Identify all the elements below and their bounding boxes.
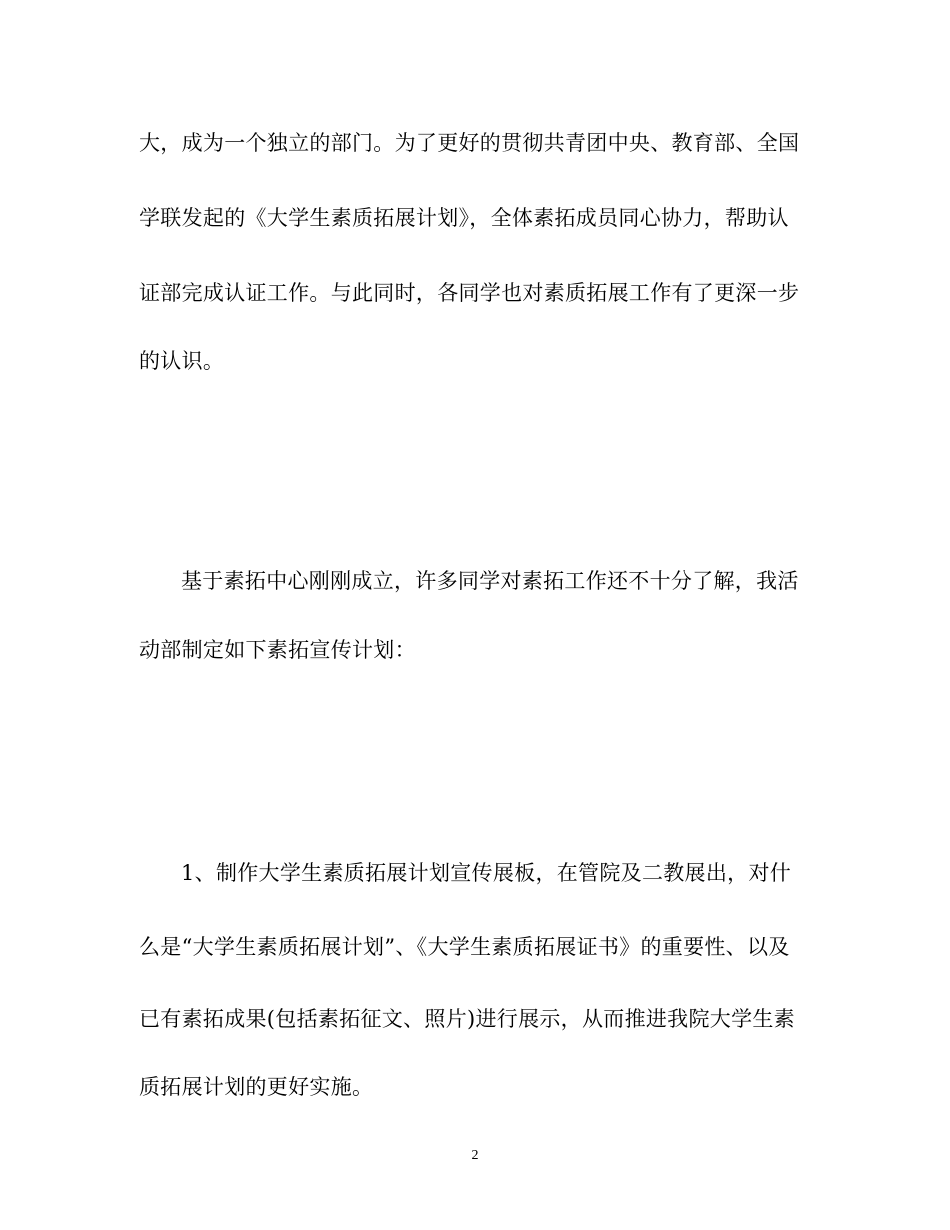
paragraph-2-line-1: 基于素拓中心刚刚成立，许多同学对素拓工作还不十分了解，我活 (181, 569, 799, 593)
paragraph-2-line-2: 动部制定如下素拓宣传计划： (139, 638, 416, 662)
paragraph-3-line-1: 1、制作大学生素质拓展计划宣传展板，在管院及二教展出，对什 (181, 861, 792, 885)
paragraph-1-line-4: 的认识。 (139, 349, 225, 373)
paragraph-3-line-2: 么是“大学生素质拓展计划”、《大学生素质拓展证书》的重要性、以及 (139, 935, 790, 959)
paragraph-1-line-1: 大，成为一个独立的部门。为了更好的贯彻共青团中央、教育部、全国 (139, 131, 800, 155)
paragraph-3-line-3: 已有素拓成果(包括素拓征文、照片)进行展示，从而推进我院大学生素 (139, 1007, 795, 1031)
page-number: 2 (471, 1148, 479, 1163)
paragraph-3-line-4: 质拓展计划的更好实施。 (139, 1075, 374, 1099)
paragraph-1-line-2: 学联发起的《大学生素质拓展计划》，全体素拓成员同心协力，帮助认 (139, 206, 789, 230)
paragraph-1-line-3: 证部完成认证工作。与此同时，各同学也对素质拓展工作有了更深一步 (139, 281, 800, 305)
